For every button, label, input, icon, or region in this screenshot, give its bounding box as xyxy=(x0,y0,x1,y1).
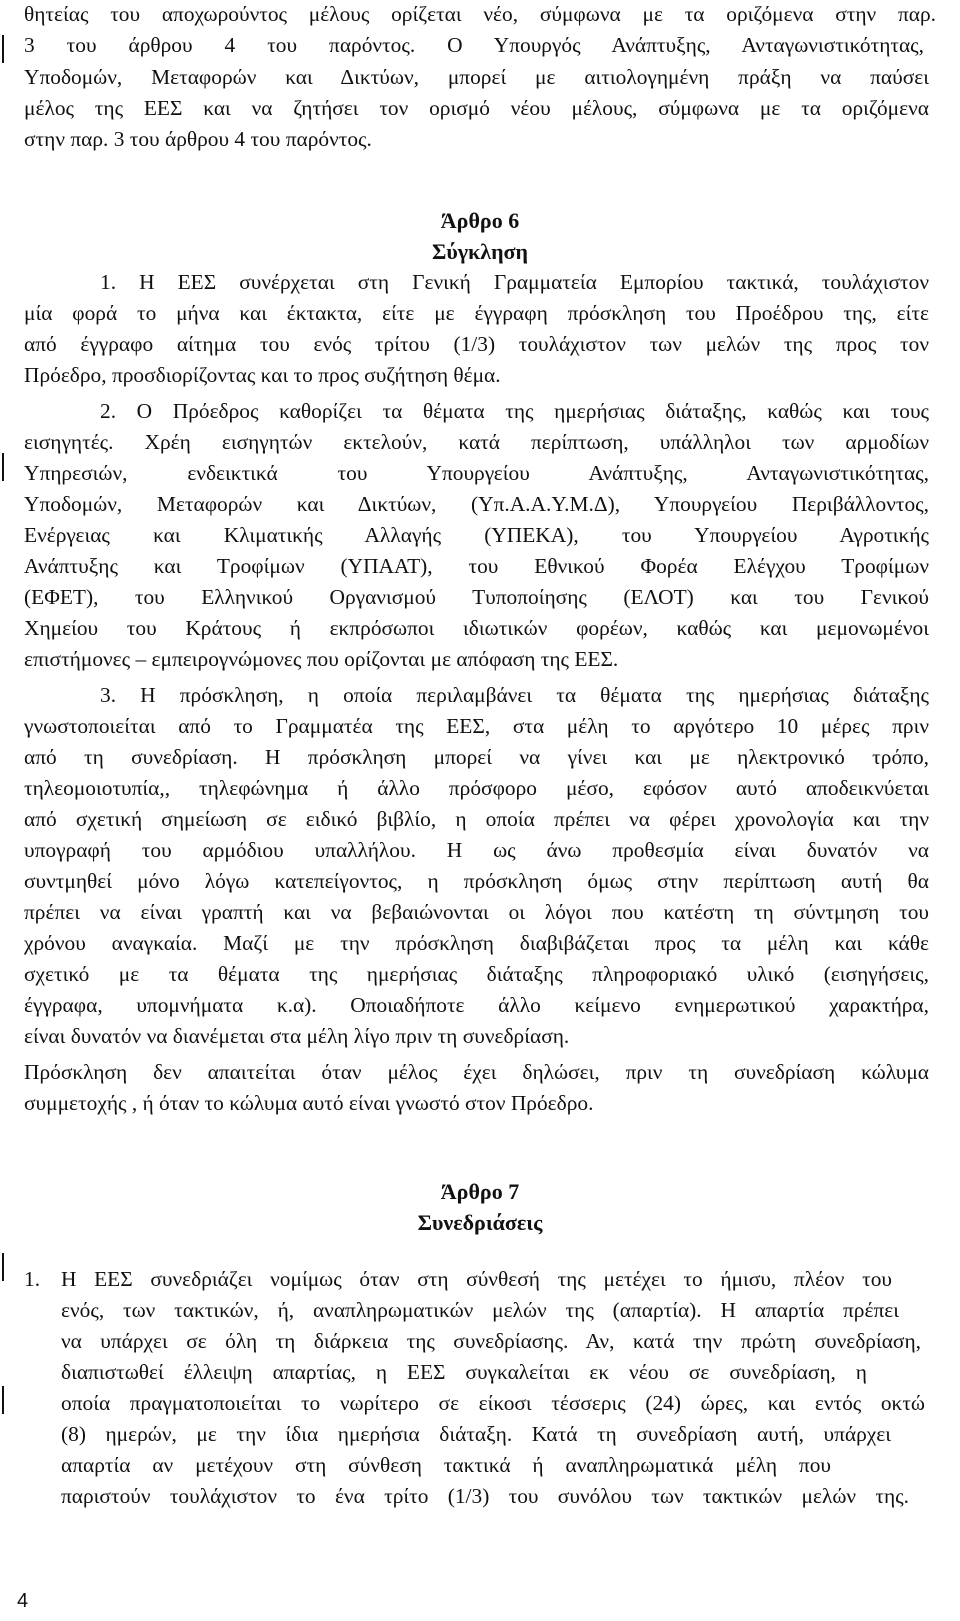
text-line: μία φορά το μήνα και έκτακτα, είτε με έγγραφη πρόσκληση του Προέδρου της, είτε xyxy=(24,301,929,325)
text-line: χρόνου αναγκαία. Μαζί με την πρόσκληση διαβιβάζεται προς τα μέλη και κάθε xyxy=(24,931,929,955)
text-line: σχετικό με τα θέματα της ημερήσιας διάταξης πληροφοριακό υλικό (εισηγήσεις, xyxy=(24,962,929,986)
text-line: απαρτία αν μετέχουν στη σύνθεση τακτικά ή αναπληρωματικά μέλη που xyxy=(61,1453,831,1477)
text-line: 2. Ο Πρόεδρος καθορίζει τα θέματα της ημερήσιας διάταξης, καθώς και τους xyxy=(100,399,929,423)
text-line: Ανάπτυξης και Τροφίμων (ΥΠΑΑΤ), του Εθνικού Φορέα Ελέγχου Τροφίμων xyxy=(24,554,929,578)
text-line: παριστούν τουλάχιστον το ένα τρίτο (1/3) του συνόλου των τακτικών μελών της. xyxy=(61,1484,909,1508)
text-line: Υποδομών, Μεταφορών και Δικτύων, μπορεί με αιτιολογημένη πράξη να παύσει xyxy=(24,65,929,89)
article-heading: Άρθρο 6 xyxy=(440,208,520,233)
text-line: τηλεομοιοτυπία,, τηλεφώνημα ή άλλο πρόσφορο μέσο, εφόσον αυτό αποδεικνύεται xyxy=(24,776,929,800)
text-line: οποία πραγματοποιείται το νωρίτερο σε είκοσι τέσσερις (24) ώρες, και εντός οκτώ xyxy=(61,1391,925,1415)
text-line: Ενέργειας και Κλιματικής Αλλαγής (ΥΠΕΚΑ), του Υπουργείου Αγροτικής xyxy=(24,523,929,547)
list-number: 1. xyxy=(24,1267,41,1291)
text-line: Πρόσκληση δεν απαιτείται όταν μέλος έχει δηλώσει, πριν τη συνεδρίαση κώλυμα xyxy=(24,1060,929,1084)
text-line: θητείας του αποχωρούντος μέλους ορίζεται νέο, σύμφωνα με τα οριζόμενα στην παρ. xyxy=(24,2,936,26)
text-line: διαπιστωθεί έλλειψη απαρτίας, η ΕΕΣ συγκαλείται εκ νέου σε συνεδρίαση, η xyxy=(61,1360,867,1384)
text-line: 3 του άρθρου 4 του παρόντος. Ο Υπουργός Ανάπτυξης, Ανταγωνιστικότητας, xyxy=(24,33,924,57)
text-line: στην παρ. 3 του άρθρου 4 του παρόντος. xyxy=(24,127,372,151)
text-line: από έγγραφο αίτημα του ενός τρίτου (1/3) τουλάχιστον των μελών της προς τον xyxy=(24,332,929,356)
text-line: (8) ημερών, με την ίδια ημερήσια διάταξη. Κατά τη συνεδρίαση αυτή, υπάρχει xyxy=(61,1422,891,1446)
text-line: 3. Η πρόσκληση, η οποία περιλαμβάνει τα θέματα της ημερήσιας διάταξης xyxy=(100,683,929,707)
text-line: Χημείου του Κράτους ή εκπρόσωποι ιδιωτικών φορέων, καθώς και μεμονωμένοι xyxy=(24,616,929,640)
text-line: 1. Η ΕΕΣ συνέρχεται στη Γενική Γραμματεία Εμπορίου τακτικά, τουλάχιστον xyxy=(100,270,929,294)
text-line: πρέπει να είναι γραπτή και να βεβαιώνονται οι λόγοι που κατέστη τη σύντμηση του xyxy=(24,900,929,924)
text-line: συντμηθεί μόνο λόγω κατεπείγοντος, η πρόσκληση όμως στην περίπτωση αυτή θα xyxy=(24,869,929,893)
text-line: εισηγητές. Χρέη εισηγητών εκτελούν, κατά περίπτωση, υπάλληλοι των αρμοδίων xyxy=(24,430,929,454)
text-line: μέλος της ΕΕΣ και να ζητήσει τον ορισμό νέου μέλους, σύμφωνα με τα οριζόμενα xyxy=(24,96,929,120)
text-line: να υπάρχει σε όλη τη διάρκεια της συνεδρίασης. Αν, κατά την πρώτη συνεδρίαση, xyxy=(61,1329,921,1353)
text-line: Υπηρεσιών, ενδεικτικά του Υπουργείου Ανάπτυξης, Ανταγωνιστικότητας, xyxy=(24,461,929,485)
text-line: ενός, των τακτικών, ή, αναπληρωματικών μελών της (απαρτία). Η απαρτία πρέπει xyxy=(61,1298,899,1322)
revision-bar xyxy=(2,453,4,481)
revision-bar xyxy=(2,1253,4,1281)
text-line: επιστήμονες – εμπειρογνώμονες που ορίζονται με απόφαση της ΕΕΣ. xyxy=(24,647,619,671)
text-line: (ΕΦΕΤ), του Ελληνικού Οργανισμού Τυποποίησης (ΕΛΟΤ) και του Γενικού xyxy=(24,585,929,609)
text-line: υπογραφή του αρμόδιου υπαλλήλου. Η ως άνω προθεσμία είναι δυνατόν να xyxy=(24,838,929,862)
text-line: Η ΕΕΣ συνεδριάζει νομίμως όταν στη σύνθεσή της μετέχει το ήμισυ, πλέον του xyxy=(61,1267,892,1291)
text-line: έγγραφα, υπομνήματα κ.α). Οποιαδήποτε άλλο κείμενο ενημερωτικού χαρακτήρα, xyxy=(24,993,929,1017)
article-title: Συνεδριάσεις xyxy=(417,1210,543,1235)
text-line: συμμετοχής , ή όταν το κώλυμα αυτό είναι γνωστό στον Πρόεδρο. xyxy=(24,1091,594,1115)
article-heading: Άρθρο 7 xyxy=(440,1179,520,1204)
revision-bar xyxy=(2,1386,4,1414)
text-line: είναι δυνατόν να διανέμεται στα μέλη λίγο πριν τη συνεδρίαση. xyxy=(24,1024,570,1048)
page-number: 4 xyxy=(17,1590,29,1612)
text-line: γνωστοποιείται από το Γραμματέα της ΕΕΣ, στα μέλη το αργότερο 10 μέρες πριν xyxy=(24,714,929,738)
article-title: Σύγκληση xyxy=(431,239,529,264)
text-line: από σχετική σημείωση σε ειδικό βιβλίο, η οποία πρέπει να φέρει χρονολογία και την xyxy=(24,807,929,831)
text-line: από τη συνεδρίαση. Η πρόσκληση μπορεί να γίνει και με ηλεκτρονικό τρόπο, xyxy=(24,745,929,769)
text-line: Πρόεδρο, προσδιορίζοντας και το προς συζήτηση θέμα. xyxy=(24,363,501,387)
revision-bar xyxy=(2,35,4,63)
text-line: Υποδομών, Μεταφορών και Δικτύων, (Υπ.Α.Α.Υ.Μ.Δ), Υπουργείου Περιβάλλοντος, xyxy=(24,492,929,516)
